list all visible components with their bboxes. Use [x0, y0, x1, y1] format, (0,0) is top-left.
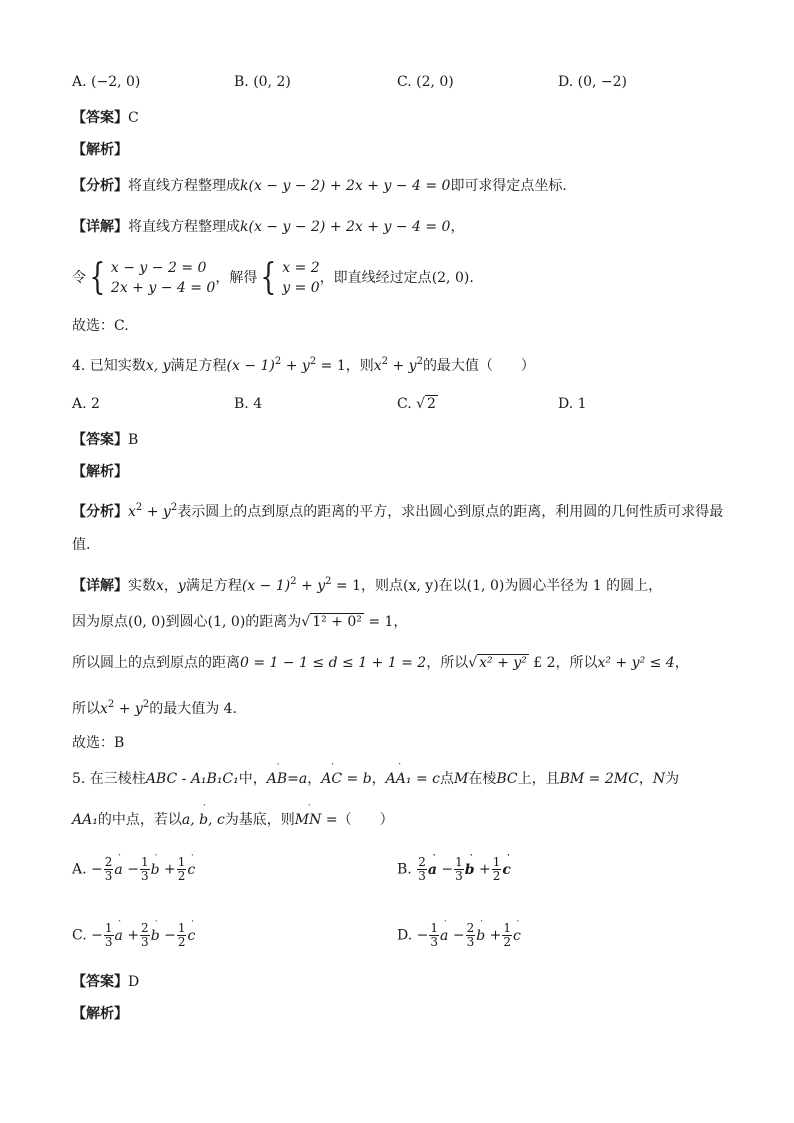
numerator: 2: [466, 921, 475, 935]
text: ，: [638, 771, 653, 787]
q5-analysis-heading: [72, 1004, 128, 1024]
answer-value: B: [128, 432, 139, 448]
option-letter: A.: [72, 861, 87, 878]
text: ，所以: [426, 655, 469, 671]
sqrt-option: √ 2: [416, 396, 436, 412]
denominator: 3: [466, 935, 475, 949]
sign: +: [164, 861, 176, 878]
sign: −: [91, 927, 103, 944]
sign: −: [127, 861, 139, 878]
xiangjie-tag: 【详解】: [72, 578, 128, 594]
text: 表示圆上的点到原点的距离的平方，求出圆心到原点的距离，利用圆的几何性质可求得最: [177, 504, 724, 520]
text: 为圆心半径为 1 的圆上，: [504, 578, 663, 594]
text: 将直线方程整理成: [128, 178, 240, 194]
option-text: 4: [253, 396, 263, 412]
sqrt-radicand: 1² + 0²: [312, 614, 362, 630]
text: 所以: [72, 701, 100, 717]
text: 满足方程: [185, 578, 242, 594]
text: 4. 已知实数: [72, 358, 146, 374]
sqrt-expression: √ 1² + 0²: [301, 614, 362, 630]
text: ，: [163, 578, 178, 594]
fraction: [177, 922, 187, 949]
fenxi-tag: 【分析】: [72, 504, 128, 520]
vector-c: ‵ c: [513, 926, 521, 946]
q5-stem-1: [72, 769, 679, 789]
answer-tag: 【答案】: [72, 110, 128, 126]
math: =a: [287, 771, 308, 787]
equation-system-1: { x − y − 2 = 0 2x + y − 4 = 0: [89, 257, 216, 298]
numerator: 1: [455, 855, 463, 869]
text: 即可求得定点坐标.: [450, 178, 567, 194]
option-letter: D.: [397, 927, 413, 944]
vector-a: ‵ a: [114, 860, 122, 880]
math: + y: [281, 358, 310, 374]
analysis-tag: 【解析】: [72, 1006, 128, 1022]
q3-option-a: [72, 72, 140, 92]
math: ABC - A₁B₁C₁: [145, 771, 239, 787]
text: 在以: [438, 578, 467, 594]
text: 因为原点: [72, 614, 128, 630]
fraction: [140, 856, 150, 883]
vector-b: ‵ b: [465, 860, 475, 880]
denominator: 3: [141, 935, 149, 949]
option-text: 2: [91, 396, 100, 412]
q4-conclusion: [72, 733, 124, 753]
q3-analysis-heading: [72, 140, 128, 160]
text: 值.: [72, 537, 91, 553]
text: ，即直线经过定点: [319, 270, 432, 286]
q4-fenxi-cont: [72, 535, 90, 555]
text: ，: [307, 771, 322, 787]
option-letter: C.: [397, 396, 412, 412]
math: (0, 0): [128, 614, 166, 630]
vector-ab: ‵ AB: [267, 769, 287, 789]
equation: k(x − y − 2) + 2x + y − 4 = 0: [240, 178, 451, 194]
math: BM = 2MC: [559, 771, 639, 787]
q4-xiangjie-2: [72, 612, 407, 632]
text: 在棱: [468, 771, 497, 787]
system-row: x = 2: [282, 260, 320, 276]
math: x, y: [145, 358, 171, 374]
q4-xiangjie-1: 【详解】实数x，y满足方程$(x - 1)^2 + y^2 = 1$，则点(x, y)在以(1, 0)为圆心半径为 1 的圆上，: [72, 576, 663, 594]
text: ，解得: [215, 270, 258, 286]
text: 的距离为: [245, 614, 302, 630]
vector-c: ‵ c: [187, 926, 195, 946]
q3-option-d: [558, 72, 627, 92]
denominator: 3: [104, 935, 113, 949]
text: 的最大值（ ）: [422, 358, 535, 374]
numerator: 1: [104, 921, 113, 935]
system-row: 2x + y − 4 = 0: [110, 280, 216, 296]
option-letter: C.: [397, 74, 412, 90]
denominator: 3: [104, 869, 113, 883]
denominator: 3: [418, 869, 426, 883]
numerator: 1: [140, 855, 149, 869]
q3-answer: [72, 108, 139, 128]
q5-option-b: [397, 856, 511, 883]
numerator: 2: [104, 855, 113, 869]
numerator: 1: [430, 921, 439, 935]
text: 为基底，则: [224, 812, 295, 828]
q4-option-a: [72, 394, 100, 414]
q3-xiangjie: [72, 217, 464, 237]
sign: −: [164, 927, 176, 944]
text: .: [469, 270, 474, 286]
text: ，: [450, 219, 465, 235]
numerator: 1: [503, 921, 511, 935]
xiangjie-tag: 【详解】: [72, 219, 128, 235]
text: ，则点: [361, 578, 404, 594]
text: 点: [440, 771, 454, 787]
fraction: [104, 922, 114, 949]
numerator: 1: [177, 855, 186, 869]
vector-c: ‵ c: [502, 860, 511, 880]
fraction: [104, 856, 114, 883]
answer-value: C: [128, 110, 139, 126]
option-text: (0, 2): [253, 74, 291, 90]
text: ，则: [345, 358, 374, 374]
option-letter: A.: [72, 396, 87, 412]
option-letter: D.: [558, 396, 574, 412]
sign: −: [452, 927, 465, 944]
vector-a: ‵ a: [440, 926, 448, 946]
fraction: [177, 856, 187, 883]
math: = c: [411, 771, 440, 787]
denominator: 2: [492, 869, 501, 883]
text: 到圆心: [165, 614, 208, 630]
text: ，: [371, 771, 386, 787]
option-letter: B.: [397, 861, 412, 878]
text: 5. 在三棱柱: [72, 771, 146, 787]
sqrt-expression: √ x² + y²: [468, 655, 527, 671]
option-letter: B.: [234, 396, 249, 412]
math: + y: [388, 358, 417, 374]
vector-b: ‵ b: [476, 926, 485, 946]
q4-stem: 4. 已知实数x, y满足方程$(x - 1)^2 + y^2 = 1$，则$x^2 + y^2$的最大值（ ）: [72, 356, 535, 374]
denominator: 2: [177, 935, 186, 949]
text: 令: [72, 270, 86, 286]
math: = 1，: [363, 614, 408, 630]
denominator: 2: [503, 935, 511, 949]
q4-option-b: [234, 394, 262, 414]
fenxi-tag: 【分析】: [72, 178, 128, 194]
vector-a: ‵ a: [115, 926, 123, 946]
option-letter: D.: [558, 74, 574, 90]
text: 的中点，若以: [97, 812, 182, 828]
text: 的最大值为 4.: [149, 701, 238, 717]
q5-option-d: [397, 922, 521, 949]
option-letter: B.: [234, 74, 249, 90]
text: 故选：C.: [72, 318, 129, 334]
sqrt-radicand: 2: [427, 396, 436, 412]
text: ，: [674, 655, 689, 671]
math: 0 = 1 − 1 ≤ d ≤ 1 + 1 = 2: [240, 655, 427, 671]
math: (1, 0): [207, 614, 246, 630]
q5-answer: [72, 972, 139, 992]
system-row: y = 0: [282, 280, 320, 296]
basis-vectors: ‵ a, b, c: [182, 810, 225, 830]
math: £ 2: [528, 655, 556, 671]
math: x: [373, 358, 382, 374]
q4-xiangjie-3: [72, 653, 689, 673]
option-letter: A.: [72, 74, 87, 90]
fraction: [492, 856, 502, 883]
q3-system: [72, 256, 474, 300]
math: = 1: [316, 358, 346, 374]
equation: k(x − y − 2) + 2x + y − 4 = 0: [240, 219, 451, 235]
math: = b: [342, 771, 372, 787]
vector-mn: ‵ MN: [295, 810, 322, 830]
answer-value: D: [128, 974, 140, 990]
text: 实数: [128, 578, 156, 594]
denominator: 3: [430, 935, 439, 949]
denominator: 2: [177, 869, 186, 883]
text: 上，且: [517, 771, 560, 787]
math: M: [454, 771, 469, 787]
math: x: [156, 578, 164, 594]
analysis-tag: 【解析】: [72, 142, 128, 158]
q5-option-a: [72, 856, 195, 883]
numerator: 2: [141, 921, 149, 935]
q3-fenxi: [72, 176, 567, 196]
answer-tag: 【答案】: [72, 432, 128, 448]
math: (x, y): [403, 578, 439, 594]
q4-xiangjie-4: 所以$x^2 + y^2$的最大值为 4.: [72, 699, 238, 717]
q5-stem-2: [72, 810, 394, 830]
option-text: (−2, 0): [91, 74, 141, 90]
q5-option-c: [72, 922, 195, 949]
fraction: [140, 922, 150, 949]
q3-conclusion: [72, 316, 129, 336]
sqrt-radicand: x² + y²: [479, 655, 527, 671]
text: ，所以: [555, 655, 598, 671]
q3-option-b: [234, 72, 291, 92]
system-row: x − y − 2 = 0: [110, 260, 207, 276]
sign: +: [127, 927, 140, 944]
fraction: [502, 922, 512, 949]
math: y: [177, 578, 186, 594]
text: 故选：B: [72, 735, 125, 751]
math: (1, 0): [466, 578, 505, 594]
analysis-tag: 【解析】: [72, 464, 128, 480]
option-letter: C.: [72, 927, 87, 944]
vector-c: ‵ c: [187, 860, 195, 880]
option-text: 1: [577, 396, 587, 412]
fraction: [417, 856, 427, 883]
sign: −: [416, 927, 429, 944]
text: 将直线方程整理成: [128, 219, 240, 235]
text: =（ ）: [321, 812, 394, 828]
q4-option-d: [558, 394, 587, 414]
fraction: [429, 922, 439, 949]
q4-fenxi: 【分析】$x^2 + y^2$表示圆上的点到原点的距离的平方，求出圆心到原点的距离，利用圆的几何性质可求得最: [72, 502, 724, 520]
sign: −: [91, 861, 103, 878]
numerator: 1: [177, 921, 186, 935]
option-text: (0, −2): [577, 74, 628, 90]
q4-analysis-heading: [72, 462, 128, 482]
fraction: [466, 922, 476, 949]
math: N: [652, 771, 666, 787]
numerator: 2: [418, 855, 426, 869]
vector-b: ‵ b: [151, 860, 160, 880]
vector-b: ‵ b: [151, 926, 160, 946]
vector-ac: ‵ AC: [321, 769, 342, 789]
sign: +: [489, 927, 502, 944]
text: 所以圆上的点到原点的距离: [72, 655, 240, 671]
option-text: (2, 0): [416, 74, 454, 90]
text: 为: [665, 771, 680, 787]
text: 满足方程: [170, 358, 227, 374]
math: BC: [496, 771, 518, 787]
point: (2, 0): [431, 270, 470, 286]
vector-aa1: ‵ AA₁: [386, 769, 412, 789]
math: AA₁: [72, 812, 98, 828]
q4-option-c: [397, 394, 438, 414]
answer-tag: 【答案】: [72, 974, 128, 990]
math: x² + y² ≤ 4: [597, 655, 675, 671]
denominator: 3: [140, 869, 149, 883]
sign: +: [479, 861, 491, 878]
numerator: 1: [492, 855, 501, 869]
text: 中，: [238, 771, 267, 787]
math: (x − 1): [226, 358, 275, 374]
q3-option-c: [397, 72, 454, 92]
q4-answer: [72, 430, 138, 450]
equation-system-2: { x = 2 y = 0: [260, 257, 320, 298]
sign: −: [441, 861, 454, 878]
denominator: 3: [455, 869, 463, 883]
vector-a: ‵ a: [428, 860, 437, 880]
fraction: [454, 856, 464, 883]
